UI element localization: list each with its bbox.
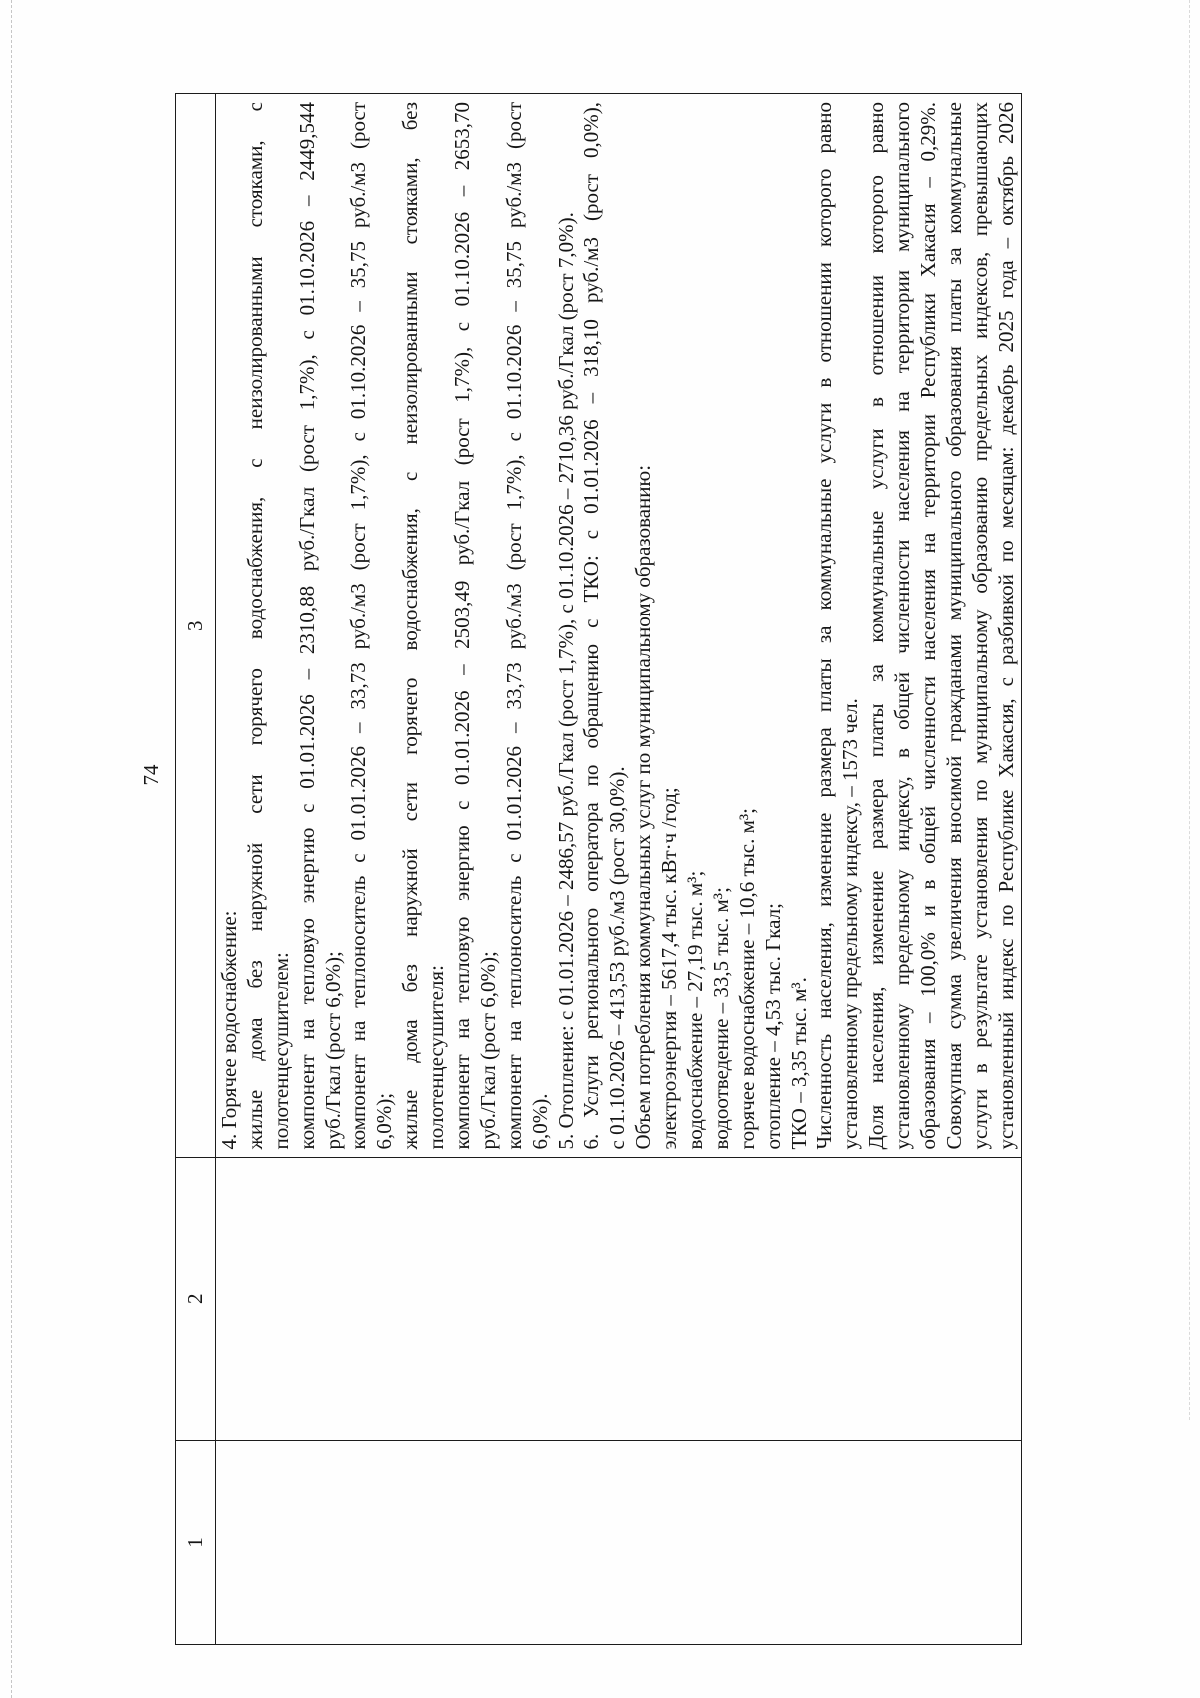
table-cell-col2 — [216, 1158, 1021, 1440]
header-cell-2: 2 — [183, 1293, 207, 1304]
text-line: водоотведение – 33,5 тыс. м³; — [708, 887, 733, 1150]
text-line: компонент на теплоноситель с 01.01.2026 – 33,73 руб./м3 (рост 1,7%), с 01.10.2026 – 35,75 руб./м3 (рост — [501, 102, 526, 1150]
text-line: жилые дома без наружной сети горячего водоснабжения, с неизолированными стояками, без — [398, 102, 423, 1150]
text-line: полотенцесушителя: — [424, 965, 449, 1150]
text-line: установленный индекс по Республике Хакасия, с разбивкой по месяцам: декабрь 2025 года – октябрь 2026 — [993, 102, 1018, 1150]
table-cell-col1 — [216, 1441, 1021, 1644]
text-line: электроэнергия – 5617,4 тыс. кВт·ч /год; — [657, 787, 682, 1150]
text-line: ТКО – 3,35 тыс. м³. — [786, 977, 811, 1150]
text-line: услуги в результате установления по муниципальному образованию предельных индексов, превышающих — [967, 102, 992, 1150]
text-line: полотенцесушителем: — [268, 952, 293, 1150]
text-line: Численность населения, изменение размера платы за коммунальные услуги в отношении которого равно — [812, 102, 837, 1150]
text-line: 6,0%). — [527, 1093, 552, 1150]
text-line: 6,0%); — [372, 1092, 397, 1150]
text-line: жилые дома без наружной сети горячего водоснабжения, с неизолированными стояками, с — [242, 102, 267, 1150]
text-line: 6. Услуги регионального оператора по обращению с ТКО: с 01.01.2026 – 318,10 руб./м3 (рост 0,0%), — [579, 102, 604, 1150]
text-line: водоснабжение – 27,19 тыс. м³; — [683, 870, 708, 1150]
text-line: с 01.10.2026 – 413,53 руб./м3 (рост 30,0%). — [605, 766, 630, 1150]
page-number: 74 — [139, 764, 163, 786]
text-line: Доля населения, изменение размера платы за коммунальные услуги в отношении которого равно — [864, 102, 889, 1150]
text-line: горячее водоснабжение – 10,6 тыс. м³; — [734, 808, 759, 1150]
text-line: Совокупная сумма увеличения вносимой гражданами муниципального образования платы за коммунальные — [941, 102, 966, 1150]
text-line: установленному предельному индексу, – 1573 чел. — [838, 698, 863, 1150]
text-line: компонент на тепловую энергию с 01.01.2026 – 2310,88 руб./Гкал (рост 1,7%), с 01.10.2026 – 2449,544 — [294, 102, 319, 1150]
text-line: руб./Гкал (рост 6,0%); — [320, 951, 345, 1150]
text-line: образования – 100,0% и в общей численности населения на территории Республики Хакасия – 0,29%. — [916, 102, 941, 1150]
text-line: установленному предельному индексу, в общей численности населения на территории муниципального — [890, 102, 915, 1150]
data-table — [175, 93, 1022, 1645]
text-line: компонент на теплоноситель с 01.01.2026 – 33,73 руб./м3 (рост 1,7%), с 01.10.2026 – 35,75 руб./м3 (рост — [346, 102, 371, 1150]
text-line: отопление – 4,53 тыс. Гкал; — [760, 903, 785, 1150]
text-line: компонент на тепловую энергию с 01.01.2026 – 2503,49 руб./Гкал (рост 1,7%), с 01.10.2026 – 2653,70 — [450, 102, 475, 1150]
text-line: 4. Горячее водоснабжение: — [217, 910, 241, 1150]
text-line: 5. Отопление: с 01.01.2026 – 2486,57 руб./Гкал (рост 1,7%), с 01.10.2026 – 2710,36 руб./Гкал (рост 7,0%). — [553, 212, 578, 1150]
header-cell-1: 1 — [183, 1537, 207, 1548]
table-cell-col3 — [216, 95, 1021, 1157]
text-line: Объем потребления коммунальных услуг по муниципальному образованию: — [631, 464, 656, 1150]
text-line: руб./Гкал (рост 6,0%); — [475, 951, 500, 1150]
header-cell-3: 3 — [183, 620, 207, 631]
